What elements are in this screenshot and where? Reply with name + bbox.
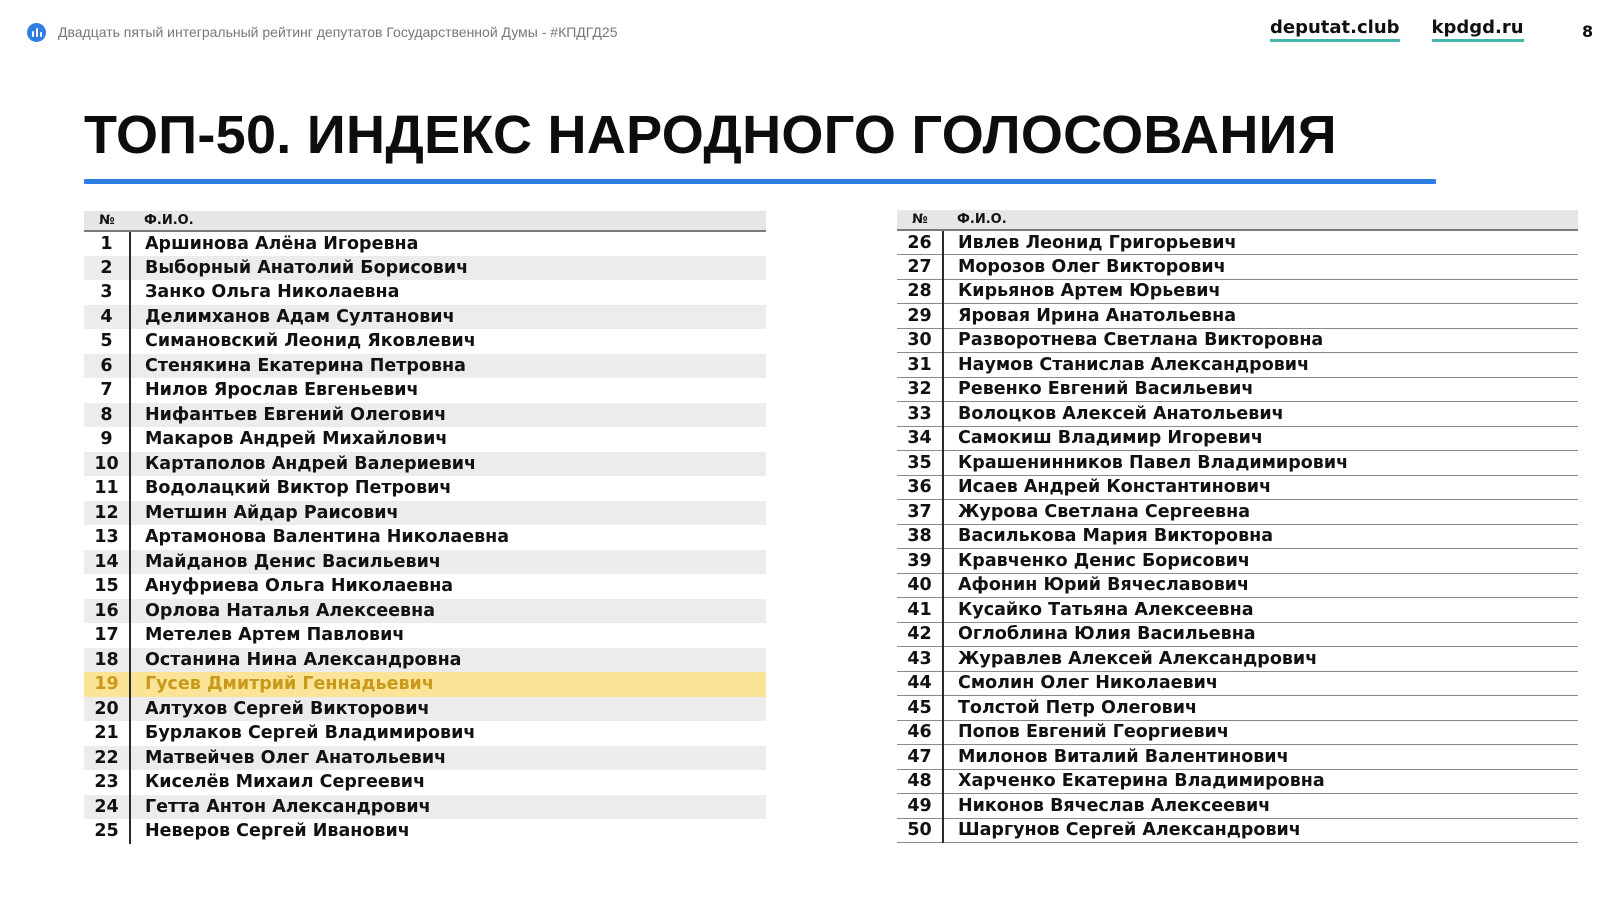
deputy-name: Оглоблина Юлия Васильевна	[943, 622, 1578, 647]
rank-number: 14	[84, 550, 130, 575]
table-row	[897, 402, 1578, 427]
deputy-name: Орлова Наталья Алексеевна	[130, 599, 766, 624]
deputat-club-link[interactable]: deputat.club	[1270, 17, 1400, 42]
table-row	[897, 769, 1578, 794]
table-row	[897, 745, 1578, 770]
deputy-name: Яровая Ирина Анатольевна	[943, 304, 1578, 329]
deputy-name: Гусев Дмитрий Геннадьевич	[130, 672, 766, 697]
table-row	[84, 231, 766, 256]
table-row	[84, 795, 766, 820]
ranking-table-left	[84, 211, 766, 844]
deputy-name: Водолацкий Виктор Петрович	[145, 478, 452, 499]
deputy-name: Бурлаков Сергей Владимирович	[145, 723, 476, 744]
rank-number: 26	[897, 230, 943, 255]
table-row	[84, 599, 766, 624]
rank-number: 43	[897, 647, 943, 672]
rank-number: 16	[84, 599, 130, 624]
table-row	[897, 720, 1578, 745]
table-row	[84, 427, 766, 452]
deputy-name: Волоцков Алексей Анатольевич	[943, 402, 1578, 427]
table-row	[84, 354, 766, 379]
table-row	[84, 648, 766, 673]
deputy-name: Метелев Артем Павлович	[145, 625, 405, 646]
table-row	[897, 353, 1578, 378]
deputy-name: Нифантьев Евгений Олегович	[130, 403, 766, 428]
table-row	[897, 230, 1578, 255]
ranking-table-right-body	[897, 230, 1578, 843]
rank-number: 5	[84, 329, 130, 354]
table-row	[897, 647, 1578, 672]
table-row	[84, 256, 766, 281]
table-row	[897, 818, 1578, 843]
rank-number: 15	[84, 574, 130, 599]
deputy-name: Попов Евгений Георгиевич	[943, 720, 1578, 745]
table-row	[897, 573, 1578, 598]
deputy-name: Макаров Андрей Михайлович	[145, 429, 448, 450]
deputy-name: Гетта Антон Александрович	[130, 795, 766, 820]
ranking-table-left-body	[84, 231, 766, 844]
deputy-name: Шаргунов Сергей Александрович	[943, 818, 1578, 843]
bar-chart-icon	[27, 23, 46, 42]
column-header-number: №	[897, 210, 943, 230]
rank-number: 33	[897, 402, 943, 427]
table-row	[897, 696, 1578, 721]
rank-number: 7	[84, 378, 130, 403]
rank-number: 29	[897, 304, 943, 329]
rank-number: 9	[84, 427, 130, 452]
table-row	[84, 501, 766, 526]
deputy-name: Матвейчев Олег Анатольевич	[130, 746, 766, 771]
table-row	[84, 525, 766, 550]
rank-number: 46	[897, 720, 943, 745]
table-row	[897, 524, 1578, 549]
table-header-row	[84, 211, 766, 231]
deputy-name: Алтухов Сергей Викторович	[130, 697, 766, 722]
header-subtitle: Двадцать пятый интегральный рейтинг депутатов Государственной Думы - #КПДГД25	[58, 24, 618, 40]
rank-number: 36	[897, 475, 943, 500]
table-row	[84, 721, 766, 746]
deputy-name: Морозов Олег Викторович	[943, 255, 1578, 280]
rank-number: 22	[84, 746, 130, 771]
rank-number: 42	[897, 622, 943, 647]
page-number: 8	[1582, 22, 1594, 41]
rank-number: 24	[84, 795, 130, 820]
deputy-name: Смолин Олег Николаевич	[943, 671, 1578, 696]
deputy-name: Журавлев Алексей Александрович	[943, 647, 1578, 672]
table-row	[84, 476, 766, 501]
table-row	[84, 746, 766, 771]
deputy-name: Кирьянов Артем Юрьевич	[943, 279, 1578, 304]
table-row	[84, 280, 766, 305]
deputy-name: Ревенко Евгений Васильевич	[943, 377, 1578, 402]
rank-number: 2	[84, 256, 130, 281]
deputy-name: Неверов Сергей Иванович	[145, 821, 410, 842]
rank-number: 47	[897, 745, 943, 770]
column-header-name: Ф.И.О.	[130, 211, 766, 231]
rank-number: 21	[84, 721, 130, 746]
deputy-name: Харченко Екатерина Владимировна	[943, 769, 1578, 794]
table-row	[897, 622, 1578, 647]
deputy-name: Крашенинников Павел Владимирович	[943, 451, 1578, 476]
deputy-name: Майданов Денис Васильевич	[130, 550, 766, 575]
rank-number: 10	[84, 452, 130, 477]
deputy-name: Ануфриева Ольга Николаевна	[145, 576, 454, 597]
table-row	[897, 279, 1578, 304]
rank-number: 34	[897, 426, 943, 451]
deputy-name: Останина Нина Александровна	[130, 648, 766, 673]
rank-number: 35	[897, 451, 943, 476]
table-row	[897, 451, 1578, 476]
table-row	[84, 819, 766, 844]
table-row	[897, 304, 1578, 329]
deputy-name: Исаев Андрей Константинович	[943, 475, 1578, 500]
rank-number: 38	[897, 524, 943, 549]
title-underline	[84, 179, 1436, 184]
deputy-name: Милонов Виталий Валентинович	[943, 745, 1578, 770]
rank-number: 1	[84, 231, 130, 256]
header-bar	[27, 20, 617, 44]
rank-number: 41	[897, 598, 943, 623]
rank-number: 12	[84, 501, 130, 526]
table-row-highlighted	[84, 672, 766, 697]
table-row	[897, 671, 1578, 696]
rank-number: 50	[897, 818, 943, 843]
deputy-name: Делимханов Адам Султанович	[130, 305, 766, 330]
table-row	[84, 305, 766, 330]
table-row	[84, 623, 766, 648]
rank-number: 6	[84, 354, 130, 379]
deputy-name: Самокиш Владимир Игоревич	[943, 426, 1578, 451]
table-row	[897, 255, 1578, 280]
rank-number: 49	[897, 794, 943, 819]
deputy-name: Журова Светлана Сергеевна	[943, 500, 1578, 525]
table-row	[84, 550, 766, 575]
rank-number: 23	[84, 770, 130, 795]
deputy-name: Никонов Вячеслав Алексеевич	[943, 794, 1578, 819]
rank-number: 11	[84, 476, 130, 501]
rank-number: 32	[897, 377, 943, 402]
rank-number: 18	[84, 648, 130, 673]
deputy-name: Артамонова Валентина Николаевна	[145, 527, 510, 548]
deputy-name: Занко Ольга Николаевна	[145, 282, 400, 303]
rank-number: 48	[897, 769, 943, 794]
deputy-name: Наумов Станислав Александрович	[943, 353, 1578, 378]
table-row	[897, 328, 1578, 353]
rank-number: 27	[897, 255, 943, 280]
table-row	[84, 452, 766, 477]
column-header-name: Ф.И.О.	[943, 210, 1578, 230]
ranking-table-right	[897, 210, 1578, 843]
rank-number: 3	[84, 280, 130, 305]
header-links	[1270, 17, 1524, 42]
rank-number: 30	[897, 328, 943, 353]
deputy-name: Нилов Ярослав Евгеньевич	[145, 380, 419, 401]
deputy-name: Василькова Мария Викторовна	[943, 524, 1578, 549]
table-row	[897, 475, 1578, 500]
rank-number: 4	[84, 305, 130, 330]
table-row	[84, 574, 766, 599]
table-row	[897, 500, 1578, 525]
rank-number: 39	[897, 549, 943, 574]
deputy-name: Афонин Юрий Вячеславович	[943, 573, 1578, 598]
table-header-row	[897, 210, 1578, 230]
deputy-name: Киселёв Михаил Сергеевич	[145, 772, 426, 793]
rank-number: 28	[897, 279, 943, 304]
rank-number: 45	[897, 696, 943, 721]
table-row	[897, 377, 1578, 402]
rank-number: 40	[897, 573, 943, 598]
table-row	[897, 549, 1578, 574]
kpdgd-link[interactable]: kpdgd.ru	[1432, 17, 1524, 42]
deputy-name: Картаполов Андрей Валериевич	[130, 452, 766, 477]
rank-number: 13	[84, 525, 130, 550]
deputy-name: Толстой Петр Олегович	[943, 696, 1578, 721]
deputy-name: Стенякина Екатерина Петровна	[130, 354, 766, 379]
deputy-name: Разворотнева Светлана Викторовна	[943, 328, 1578, 353]
deputy-name: Выборный Анатолий Борисович	[130, 256, 766, 281]
rank-number: 17	[84, 623, 130, 648]
rank-number: 31	[897, 353, 943, 378]
table-row	[84, 403, 766, 428]
rank-number: 37	[897, 500, 943, 525]
table-row	[84, 329, 766, 354]
table-row	[84, 770, 766, 795]
deputy-name: Кравченко Денис Борисович	[943, 549, 1578, 574]
rank-number: 20	[84, 697, 130, 722]
deputy-name: Кусайко Татьяна Алексеевна	[943, 598, 1578, 623]
deputy-name: Аршинова Алёна Игоревна	[145, 233, 419, 254]
rank-number: 8	[84, 403, 130, 428]
table-row	[897, 794, 1578, 819]
table-row	[897, 426, 1578, 451]
page-title: ТОП-50. ИНДЕКС НАРОДНОГО ГОЛОСОВАНИЯ	[84, 105, 1337, 165]
deputy-name: Метшин Айдар Раисович	[130, 501, 766, 526]
table-row	[897, 598, 1578, 623]
rank-number: 44	[897, 671, 943, 696]
table-row	[84, 697, 766, 722]
column-header-number: №	[84, 211, 130, 231]
deputy-name: Симановский Леонид Яковлевич	[145, 331, 476, 352]
table-row	[84, 378, 766, 403]
deputy-name: Ивлев Леонид Григорьевич	[943, 230, 1578, 255]
rank-number: 19	[84, 672, 130, 697]
rank-number: 25	[84, 819, 130, 844]
